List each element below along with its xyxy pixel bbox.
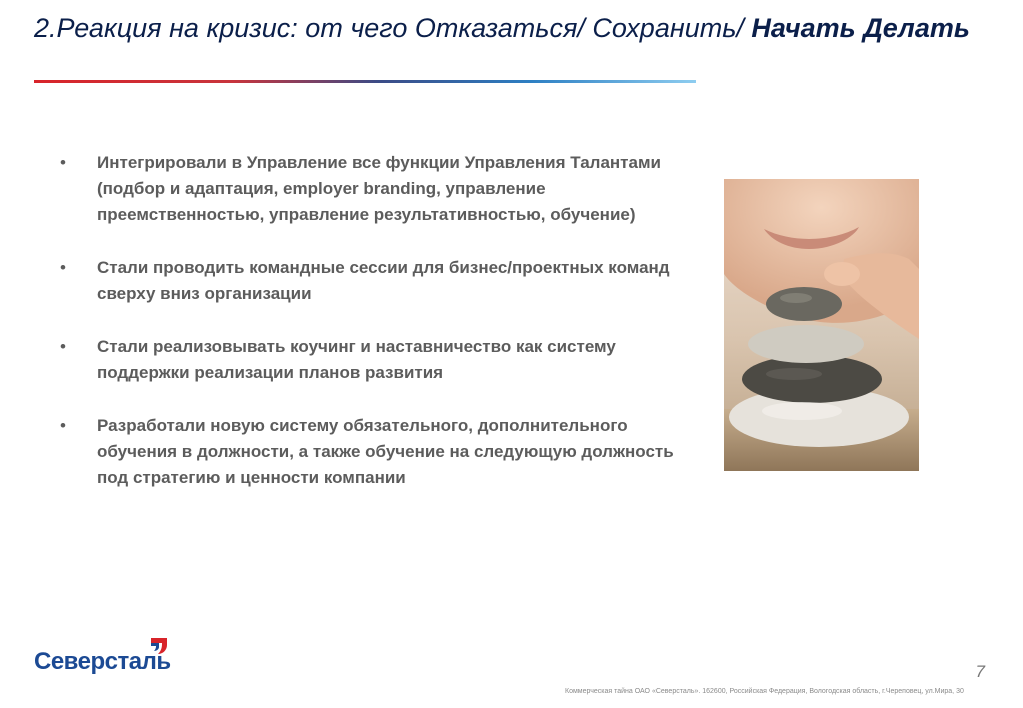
bullet-marker: •	[60, 258, 66, 277]
bullet-text: Разработали новую систему обязательного, дополнительного обучения в должности, а также обучение на следующую должность под стратегию и ценности компании	[97, 416, 674, 487]
bullet-marker: •	[60, 416, 66, 435]
bullet-marker: •	[60, 337, 66, 356]
slide-title-bold: Начать Делать	[751, 13, 970, 43]
stacked-stones-photo	[724, 179, 919, 471]
bullet-item	[60, 255, 680, 307]
slide-title-regular: 2.Реакция на кризис: от чего Отказаться/ Сохранить/	[34, 13, 752, 43]
bullet-text: Стали проводить командные сессии для бизнес/проектных команд сверху вниз организации	[97, 258, 670, 303]
bullet-list	[60, 150, 680, 518]
title-underline	[34, 80, 696, 83]
bullet-item	[60, 413, 680, 491]
slide-title	[34, 12, 1004, 45]
bullet-item	[60, 334, 680, 386]
bullet-marker: •	[60, 153, 66, 172]
footer-confidential-note: Коммерческая тайна ОАО «Северсталь». 162600, Российская Федерация, Вологодская область, г.Череповец, ул.Мира, 30	[565, 688, 964, 695]
severstal-logo	[34, 632, 174, 677]
logo-wordmark: Северсталь	[34, 648, 171, 675]
page-number: 7	[975, 662, 985, 681]
bullet-item	[60, 150, 680, 228]
bullet-text: Стали реализовывать коучинг и наставничество как систему поддержки реализации планов развития	[97, 337, 616, 382]
bullet-text: Интегрировали в Управление все функции Управления Талантами (подбор и адаптация, employer branding, управление преемственностью, управление результативностью, обучение)	[97, 153, 661, 224]
